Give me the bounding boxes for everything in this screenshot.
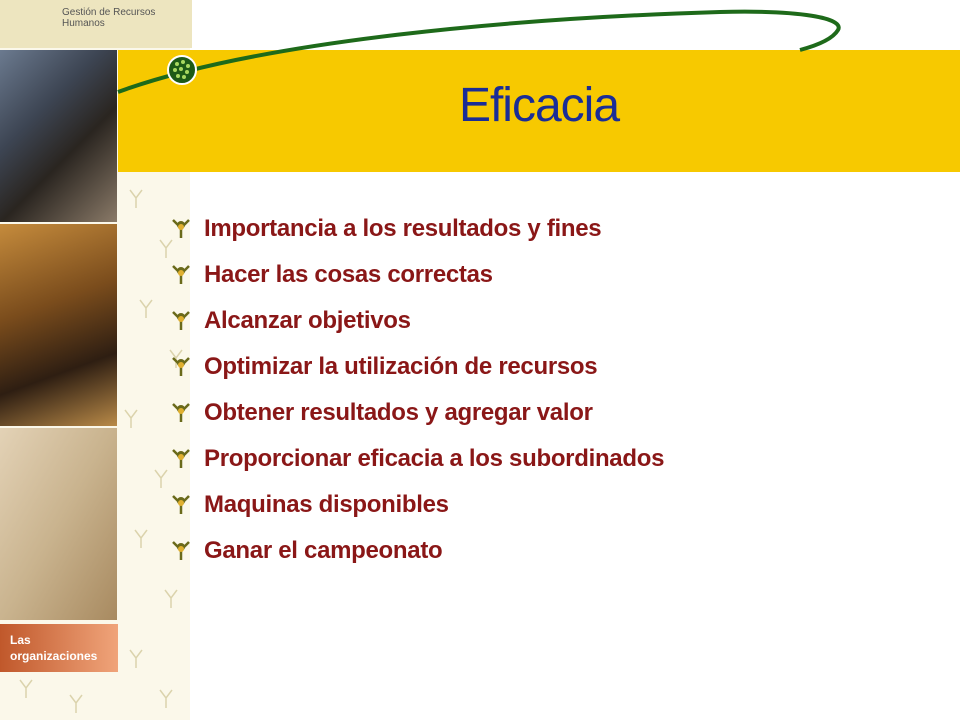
bullet-item xyxy=(170,390,664,436)
bullet-item xyxy=(170,298,664,344)
nav-button-organizaciones[interactable] xyxy=(0,624,118,672)
stick-figure-icon xyxy=(170,448,192,470)
bullet-list xyxy=(170,206,664,574)
bullet-item xyxy=(170,252,664,298)
bullet-text: Alcanzar objetivos xyxy=(204,307,411,334)
header-subtitle: Gestión de Recursos Humanos xyxy=(62,7,156,29)
stick-figure-icon xyxy=(170,310,192,332)
bullet-text: Maquinas disponibles xyxy=(204,491,449,518)
nav-label: Las organizaciones xyxy=(10,633,98,663)
stick-figure-icon xyxy=(170,218,192,240)
bullet-item xyxy=(170,206,664,252)
photo-business-meeting xyxy=(0,50,117,222)
photo-team-discussion xyxy=(0,224,117,426)
photo-financial-document xyxy=(0,428,117,620)
bullet-item xyxy=(170,482,664,528)
stick-figure-icon xyxy=(170,356,192,378)
bullet-text: Importancia a los resultados y fines xyxy=(204,215,602,242)
bullet-text: Hacer las cosas correctas xyxy=(204,261,493,288)
bullet-text: Optimizar la utilización de recursos xyxy=(204,353,598,380)
stick-figure-icon xyxy=(170,402,192,424)
bullet-text: Obtener resultados y agregar valor xyxy=(204,399,593,426)
bullet-item xyxy=(170,344,664,390)
stick-figure-icon xyxy=(170,264,192,286)
bullet-text: Proporcionar eficacia a los subordinados xyxy=(204,445,665,472)
bullet-item xyxy=(170,528,664,574)
bullet-text: Ganar el campeonato xyxy=(204,537,443,564)
bullet-item xyxy=(170,436,664,482)
stick-figure-icon xyxy=(170,540,192,562)
stick-figure-icon xyxy=(170,494,192,516)
slide-title: Eficacia xyxy=(458,79,620,132)
